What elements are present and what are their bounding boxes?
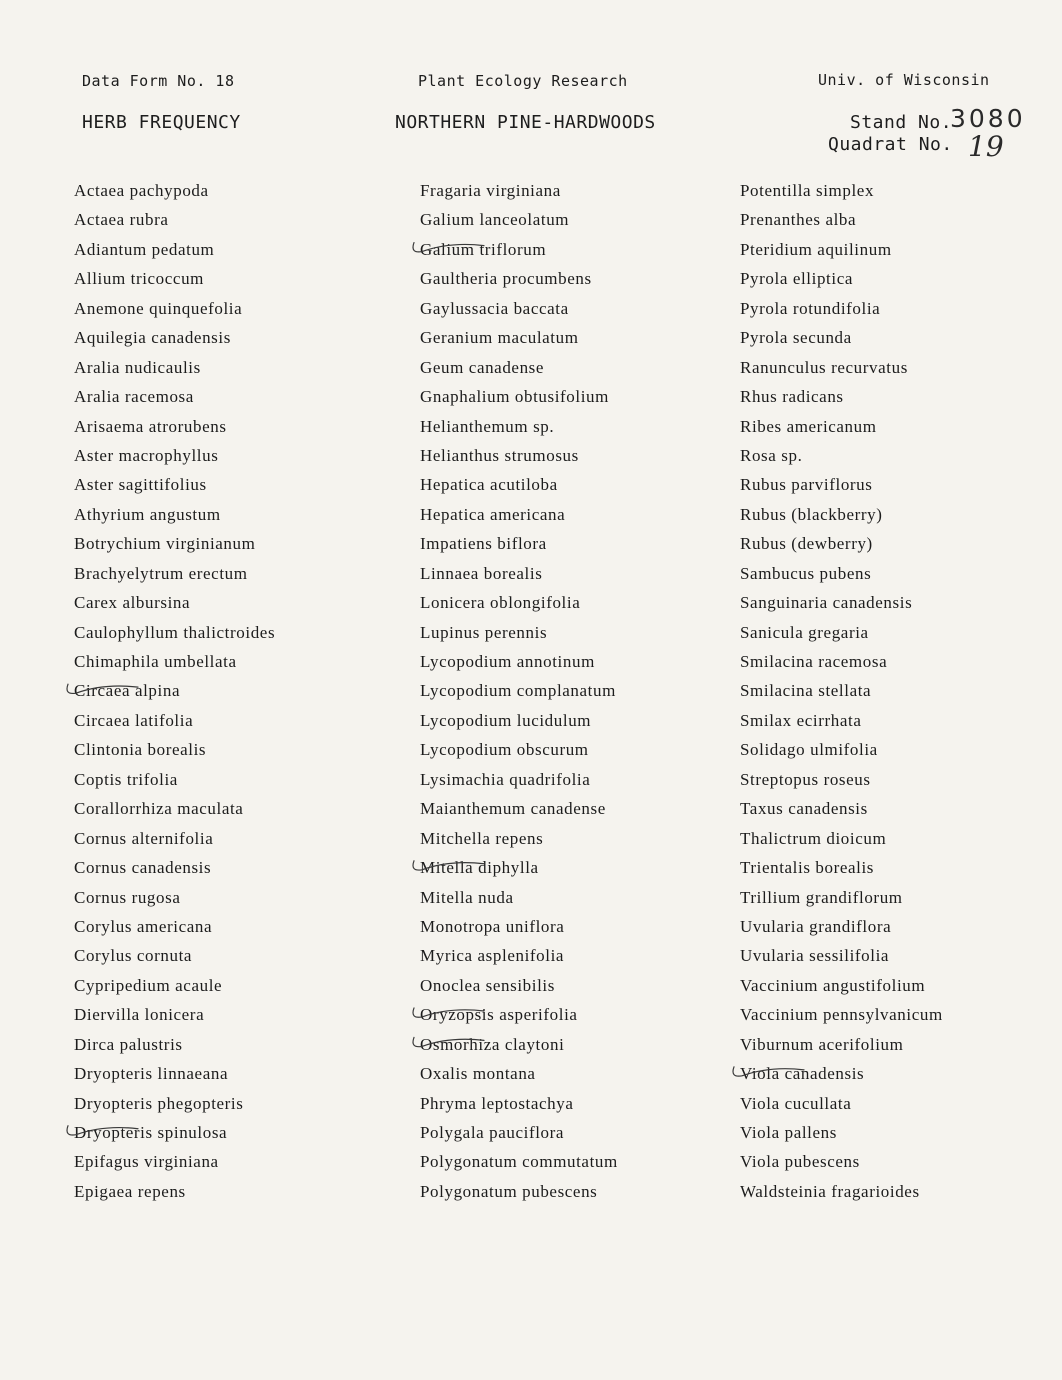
- species-item: Oryzopsis asperifolia: [420, 1005, 578, 1025]
- species-item: Pyrola elliptica: [740, 269, 853, 289]
- species-item: Waldsteinia fragarioides: [740, 1181, 920, 1201]
- species-item: Polygonatum commutatum: [420, 1152, 618, 1172]
- species-item: Gnaphalium obtusifolium: [420, 387, 609, 407]
- species-item: Vaccinium pennsylvanicum: [740, 1005, 943, 1025]
- species-item: Aster macrophyllus: [74, 445, 219, 465]
- species-item: Lycopodium obscurum: [420, 740, 589, 760]
- species-item: Hepatica americana: [420, 504, 566, 524]
- species-item: Trientalis borealis: [740, 858, 875, 878]
- species-item: Corylus americana: [74, 916, 213, 936]
- species-item: Rubus parviflorus: [740, 475, 873, 495]
- species-item: Osmorhiza claytoni: [420, 1034, 565, 1054]
- species-item: Sambucus pubens: [740, 563, 872, 583]
- species-item: Cornus rugosa: [74, 887, 181, 907]
- species-item: Lycopodium lucidulum: [420, 710, 592, 730]
- species-item: Arisaema atrorubens: [74, 416, 227, 436]
- species-item: Smilax ecirrhata: [740, 710, 862, 730]
- species-item: Clintonia borealis: [74, 740, 207, 760]
- institution-name: Univ. of Wisconsin: [818, 71, 990, 89]
- stand-label: Stand No.: [850, 112, 953, 133]
- species-column-2: [420, 176, 618, 1206]
- species-item: Myrica asplenifolia: [420, 946, 565, 966]
- species-item: Rosa sp.: [740, 445, 803, 465]
- community-type: NORTHERN PINE-HARDWOODS: [395, 112, 656, 133]
- species-item: Actaea rubra: [74, 210, 169, 230]
- species-item: Helianthemum sp.: [420, 416, 555, 436]
- species-item: Aquilegia canadensis: [74, 328, 231, 348]
- species-item: Athyrium angustum: [74, 504, 221, 524]
- species-item: Phryma leptostachya: [420, 1093, 574, 1113]
- species-item: Galium lanceolatum: [420, 210, 570, 230]
- species-column-1: [74, 176, 275, 1206]
- species-item: Adiantum pedatum: [74, 239, 215, 259]
- species-item: Viola pallens: [740, 1123, 837, 1142]
- species-item: Rhus radicans: [740, 387, 844, 407]
- species-item: Solidago ulmifolia: [740, 740, 878, 760]
- species-item: Galium triflorum: [420, 239, 547, 259]
- species-item: Viola canadensis: [740, 1064, 865, 1084]
- form-number: Data Form No. 18: [82, 72, 235, 90]
- species-item: Ranunculus recurvatus: [740, 357, 908, 377]
- species-item: Viola pubescens: [740, 1152, 860, 1172]
- species-item: Linnaea borealis: [420, 563, 543, 583]
- species-item: Pyrola secunda: [740, 328, 852, 348]
- species-item: Lonicera oblongifolia: [420, 593, 581, 613]
- species-item: Circaea latifolia: [74, 710, 194, 730]
- species-item: Pyrola rotundifolia: [740, 298, 881, 318]
- species-item: Coptis trifolia: [74, 769, 178, 789]
- species-item: Monotropa uniflora: [420, 916, 565, 936]
- species-column-3: [740, 176, 943, 1206]
- species-item: Geum canadense: [420, 357, 545, 377]
- stand-number-handwritten: 3080: [950, 104, 1026, 133]
- species-item: Onoclea sensibilis: [420, 975, 555, 995]
- species-item: Corylus cornuta: [74, 946, 193, 966]
- species-item: Epigaea repens: [74, 1181, 186, 1201]
- species-item: Aralia nudicaulis: [74, 357, 201, 377]
- species-item: Rubus (dewberry): [740, 534, 873, 554]
- species-item: Viburnum acerifolium: [740, 1034, 904, 1054]
- species-item: Sanguinaria canadensis: [740, 593, 913, 613]
- species-item: Brachyelytrum erectum: [74, 563, 248, 583]
- species-item: Uvularia grandiflora: [740, 916, 892, 936]
- species-item: Pteridium aquilinum: [740, 239, 892, 259]
- species-item: Sanicula gregaria: [740, 622, 869, 642]
- species-item: Oxalis montana: [420, 1064, 536, 1084]
- species-item: Dryopteris spinulosa: [74, 1123, 228, 1142]
- species-item: Carex albursina: [74, 593, 191, 613]
- species-item: Aster sagittifolius: [74, 475, 207, 495]
- species-item: Actaea pachypoda: [74, 181, 209, 200]
- species-item: Gaultheria procumbens: [420, 269, 592, 289]
- species-item: Thalictrum dioicum: [740, 828, 887, 848]
- form-title: HERB FREQUENCY: [82, 112, 241, 133]
- species-item: Trillium grandiflorum: [740, 887, 903, 907]
- species-item: Mitella nuda: [420, 887, 514, 907]
- species-item: Polygala pauciflora: [420, 1123, 565, 1142]
- species-item: Smilacina stellata: [740, 681, 872, 701]
- species-item: Hepatica acutiloba: [420, 475, 558, 495]
- species-item: Corallorrhiza maculata: [74, 799, 244, 819]
- species-item: Diervilla lonicera: [74, 1005, 205, 1025]
- species-item: Lycopodium complanatum: [420, 681, 616, 701]
- species-item: Maianthemum canadense: [420, 799, 606, 819]
- species-item: Potentilla simplex: [740, 181, 875, 200]
- species-item: Dryopteris phegopteris: [74, 1093, 244, 1113]
- species-item: Mitella diphylla: [420, 858, 539, 878]
- species-item: Taxus canadensis: [740, 799, 868, 819]
- species-item: Caulophyllum thalictroides: [74, 622, 276, 642]
- species-item: Allium tricoccum: [74, 269, 204, 289]
- species-item: Dryopteris linnaeana: [74, 1064, 229, 1084]
- species-item: Cornus alternifolia: [74, 828, 214, 848]
- species-item: Anemone quinquefolia: [74, 298, 243, 318]
- program-name: Plant Ecology Research: [418, 72, 628, 90]
- species-item: Lupinus perennis: [420, 622, 548, 642]
- species-item: Prenanthes alba: [740, 210, 857, 230]
- species-item: Streptopus roseus: [740, 769, 871, 789]
- species-item: Circaea alpina: [74, 681, 181, 701]
- species-item: Helianthus strumosus: [420, 445, 579, 465]
- species-item: Viola cucullata: [740, 1093, 852, 1113]
- species-item: Mitchella repens: [420, 828, 544, 848]
- species-item: Rubus (blackberry): [740, 504, 883, 524]
- species-item: Impatiens biflora: [420, 534, 547, 554]
- species-item: Lycopodium annotinum: [420, 652, 595, 671]
- species-item: Cornus canadensis: [74, 858, 212, 878]
- species-item: Gaylussacia baccata: [420, 298, 569, 318]
- species-item: Cypripedium acaule: [74, 975, 223, 995]
- species-item: Vaccinium angustifolium: [740, 975, 926, 995]
- species-item: Chimaphila umbellata: [74, 652, 237, 671]
- quadrat-label: Quadrat No.: [828, 134, 953, 155]
- species-item: Dirca palustris: [74, 1034, 183, 1054]
- species-item: Smilacina racemosa: [740, 652, 888, 671]
- species-item: Polygonatum pubescens: [420, 1181, 598, 1201]
- species-item: Ribes americanum: [740, 416, 877, 436]
- species-item: Lysimachia quadrifolia: [420, 769, 591, 789]
- species-item: Epifagus virginiana: [74, 1152, 219, 1172]
- species-item: Geranium maculatum: [420, 328, 579, 348]
- species-item: Botrychium virginianum: [74, 534, 256, 554]
- quadrat-number-handwritten: 19: [968, 130, 1004, 163]
- species-item: Uvularia sessilifolia: [740, 946, 890, 966]
- species-item: Fragaria virginiana: [420, 181, 561, 200]
- species-item: Aralia racemosa: [74, 387, 194, 407]
